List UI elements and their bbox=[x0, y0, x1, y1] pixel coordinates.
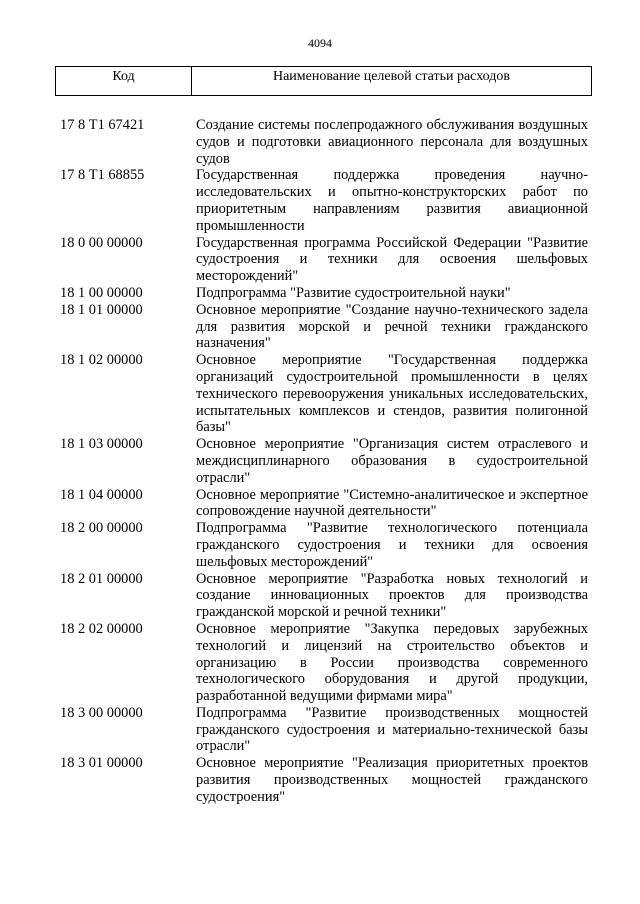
row-name: Основное мероприятие "Создание научно-технического задела для развития морской и речной техники гражданского назначения" bbox=[196, 301, 588, 352]
row-code: 18 2 00 00000 bbox=[60, 520, 143, 537]
row-name: Основное мероприятие "Разработка новых технологий и создание инновационных проектов для производства гражданской морской и речной техники" bbox=[196, 570, 588, 621]
row-name: Подпрограмма "Развитие судостроительной науки" bbox=[196, 284, 511, 301]
table-row bbox=[60, 755, 588, 805]
row-name: Основное мероприятие "Организация систем отраслевого и междисциплинарного образования в судостроительной отрасли" bbox=[196, 436, 588, 486]
table-row bbox=[60, 167, 588, 234]
row-name: Основное мероприятие "Закупка передовых зарубежных технологий и лицензий на строительство объектов и организацию в России производства современного технологического оборудования и другой продукции, разработанной ведущими фирмами мира" bbox=[196, 620, 588, 705]
row-code: 17 8 Т1 67421 bbox=[60, 117, 145, 133]
row-name: Государственная программа Российской Федерации "Развитие судостроения и техники для освоения шельфовых месторождений" bbox=[196, 234, 588, 285]
row-code: 18 3 00 00000 bbox=[60, 704, 143, 721]
table-row bbox=[60, 352, 588, 436]
table-row bbox=[60, 117, 588, 167]
table-row bbox=[60, 520, 588, 570]
row-code: 18 2 02 00000 bbox=[60, 620, 143, 637]
row-code: 18 1 01 00000 bbox=[60, 301, 143, 318]
header-code: Код bbox=[56, 67, 192, 95]
row-name: Основное мероприятие "Системно-аналитическое и экспертное сопровождение научной деятельности" bbox=[196, 486, 588, 520]
table-row bbox=[60, 487, 588, 521]
row-name: Подпрограмма "Развитие технологического потенциала гражданского судостроения и техники для освоения шельфовых месторождений" bbox=[196, 520, 588, 570]
row-name: Подпрограмма "Развитие производственных мощностей гражданского судостроения и материально-технической базы отрасли" bbox=[196, 704, 588, 755]
header-name: Наименование целевой статьи расходов bbox=[272, 69, 511, 84]
table-row bbox=[60, 621, 588, 705]
row-code: 18 1 02 00000 bbox=[60, 352, 143, 369]
row-code: 18 1 00 00000 bbox=[60, 284, 143, 301]
table-row bbox=[60, 235, 588, 285]
table-row bbox=[60, 285, 588, 302]
row-name: Основное мероприятие "Государственная поддержка организаций судостроительной промышленности в целях технического перевооружения уникальных исследовательских, испытательных комплексов и стендов, развития полигонной базы" bbox=[196, 352, 588, 436]
row-name: Основное мероприятие "Реализация приоритетных проектов развития производственных мощностей гражданского судостроения" bbox=[196, 755, 588, 805]
row-code: 17 8 Т1 68855 bbox=[60, 167, 145, 184]
table-row bbox=[60, 571, 588, 621]
row-name: Государственная поддержка проведения научно-исследовательских и опытно-конструкторских работ по приоритетным направлениям развития авиационной промышленности bbox=[196, 167, 588, 234]
table-row bbox=[60, 705, 588, 755]
row-code: 18 2 01 00000 bbox=[60, 570, 143, 587]
page-number: 4094 bbox=[308, 36, 332, 50]
table-row bbox=[60, 436, 588, 486]
row-code: 18 1 04 00000 bbox=[60, 486, 143, 503]
row-code: 18 1 03 00000 bbox=[60, 436, 143, 453]
row-code: 18 3 01 00000 bbox=[60, 755, 143, 772]
table-row bbox=[60, 302, 588, 352]
row-name: Создание системы послепродажного обслуживания воздушных судов и подготовки авиационного персонала для воздушных судов bbox=[196, 117, 588, 167]
table-header bbox=[55, 66, 592, 96]
row-code: 18 0 00 00000 bbox=[60, 234, 143, 251]
table-body bbox=[60, 117, 588, 806]
